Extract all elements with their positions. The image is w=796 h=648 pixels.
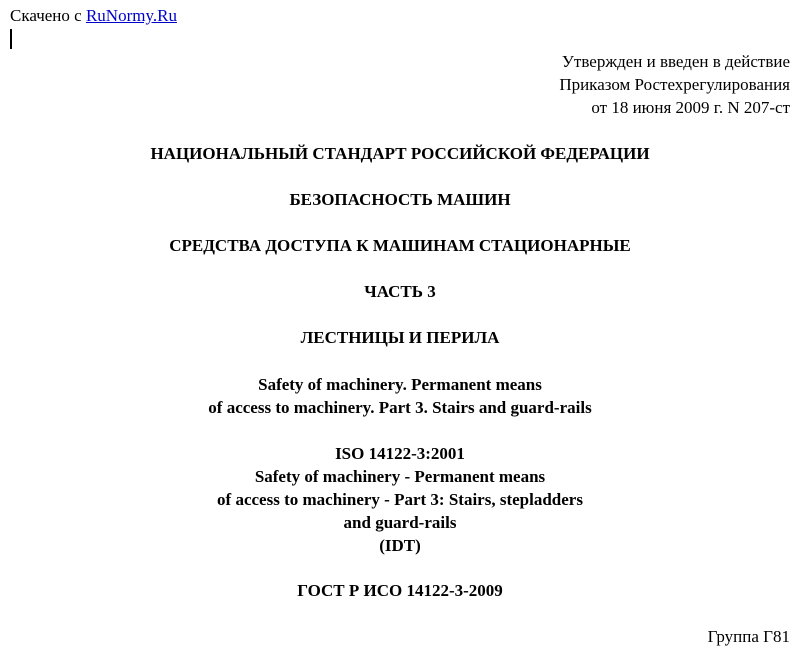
part-heading: ЧАСТЬ 3 bbox=[364, 282, 436, 301]
english-title-line-2: of access to machinery. Part 3. Stairs and guard-rails bbox=[208, 398, 592, 417]
english-title-line-1: Safety of machinery. Permanent means bbox=[258, 375, 542, 394]
iso-title-line-3: and guard-rails bbox=[343, 513, 457, 532]
download-prefix: Скачено с bbox=[10, 6, 82, 25]
english-title bbox=[0, 373, 796, 419]
iso-reference bbox=[0, 442, 796, 557]
machine-safety-heading: БЕЗОПАСНОСТЬ МАШИН bbox=[289, 190, 511, 209]
iso-number: ISO 14122-3:2001 bbox=[335, 444, 465, 463]
text-cursor bbox=[10, 29, 12, 49]
runormy-link[interactable]: RuNormy.Ru bbox=[85, 6, 177, 25]
iso-title-line-1: Safety of machinery - Permanent means bbox=[254, 467, 546, 486]
classification-group: Группа Г81 bbox=[707, 627, 790, 646]
approval-line-3: от 18 июня 2009 г. N 207-ст bbox=[591, 98, 790, 117]
download-source bbox=[10, 5, 177, 27]
gost-number: ГОСТ Р ИСО 14122-3-2009 bbox=[297, 581, 503, 600]
access-means-heading: СРЕДСТВА ДОСТУПА К МАШИНАМ СТАЦИОНАРНЫЕ bbox=[169, 236, 631, 255]
iso-idt: (IDT) bbox=[379, 536, 421, 555]
iso-title-line-2: of access to machinery - Part 3: Stairs, stepladders bbox=[217, 490, 583, 509]
stairs-heading: ЛЕСТНИЦЫ И ПЕРИЛА bbox=[300, 328, 500, 347]
approval-line-1: Утвержден и введен в действие bbox=[561, 52, 790, 71]
approval-line-2: Приказом Ростехрегулирования bbox=[559, 75, 790, 94]
national-standard-heading: НАЦИОНАЛЬНЫЙ СТАНДАРТ РОССИЙСКОЙ ФЕДЕРАЦИИ bbox=[150, 144, 650, 163]
approval-block bbox=[559, 50, 790, 119]
